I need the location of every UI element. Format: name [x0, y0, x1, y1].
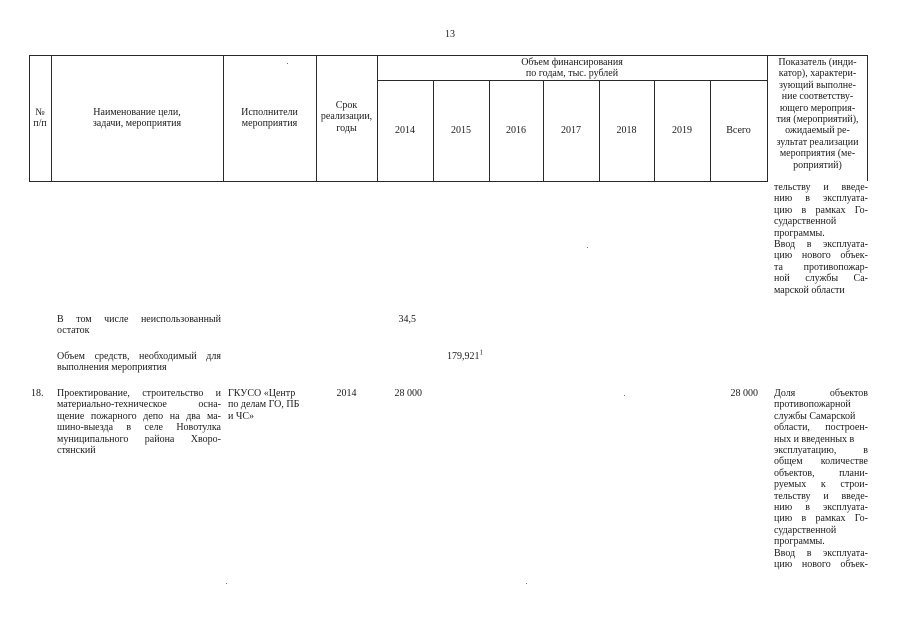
- scan-speck: [226, 583, 227, 584]
- row18-number: 18.: [31, 388, 44, 399]
- header-funding: Объем финансирования по годам, тыс. рублей: [521, 57, 623, 80]
- table-top-border: [29, 55, 868, 56]
- header-indicator: Показатель (инди- катор), характери- зующий выполне- ние соответству- ющего мероприя- тия (мероприятий), ожидаемый ре- зультат реализации мероприятия (ме- роприятий): [776, 57, 859, 171]
- required-funds-2015: [433, 348, 483, 362]
- scan-speck: [624, 395, 625, 396]
- required-funds-label: Объем средств, необходимый для выполнения мероприятия: [57, 351, 221, 374]
- row18-period: 2014: [336, 388, 357, 399]
- header-year-2019: 2019: [672, 125, 692, 136]
- row18-total: 28 000: [730, 388, 758, 399]
- col-border-13: [867, 55, 868, 181]
- funding-subheader-line: [377, 80, 767, 81]
- header-year-2018: 2018: [616, 125, 637, 136]
- header-name: Наименование цели, задачи, мероприятия: [92, 107, 182, 130]
- unused-balance-label: В том числе неиспользованный остаток: [57, 314, 221, 337]
- page-number: 13: [445, 29, 455, 40]
- header-total: Всего: [726, 125, 751, 136]
- header-bottom-border: [29, 181, 768, 182]
- footnote-marker: 1: [479, 348, 483, 357]
- header-year-2014: 2014: [395, 125, 415, 136]
- header-year-2015: 2015: [451, 125, 471, 136]
- scan-speck: [287, 63, 288, 64]
- continuation-indicator-text: тельству и введе- нию в эксплуата- цию в рамках Го- сударственной программы. Ввод в эксплуата- цию нового объек- та противопожар- ной службы Са- марской области: [774, 182, 868, 296]
- header-period: Срок реализации, годы: [320, 100, 373, 134]
- scan-speck: [526, 583, 527, 584]
- row18-2014: 28 000: [394, 388, 422, 399]
- required-funds-2015-value: 179,921: [447, 351, 480, 362]
- header-num: № п/п: [33, 107, 47, 130]
- header-year-2017: 2017: [561, 125, 581, 136]
- row18-indicator: Доля объектов противопожарной службы Самарской области, построен- ных и введенных в эксплуатацию, в общем количестве объектов, плани- руемых к строи- тельству и введе- нию в эксплуата- цию в рамках Го- сударственной программы. Ввод в эксплуата- цию нового объек-: [774, 388, 868, 571]
- unused-balance-2014: 34,5: [398, 314, 416, 325]
- header-year-2016: 2016: [506, 125, 526, 136]
- row18-executor: ГКУСО «Центр по делам ГО, ПБ и ЧС»: [228, 388, 300, 422]
- scan-speck: [587, 247, 588, 248]
- header-executors: Исполнители мероприятия: [241, 107, 298, 130]
- row18-name: Проектирование, строительство и материально-техническое оcна- щение пожарного депо на два ма- шино-выезда в селе Новотулка муниципального района Хворо- стянский: [57, 388, 221, 457]
